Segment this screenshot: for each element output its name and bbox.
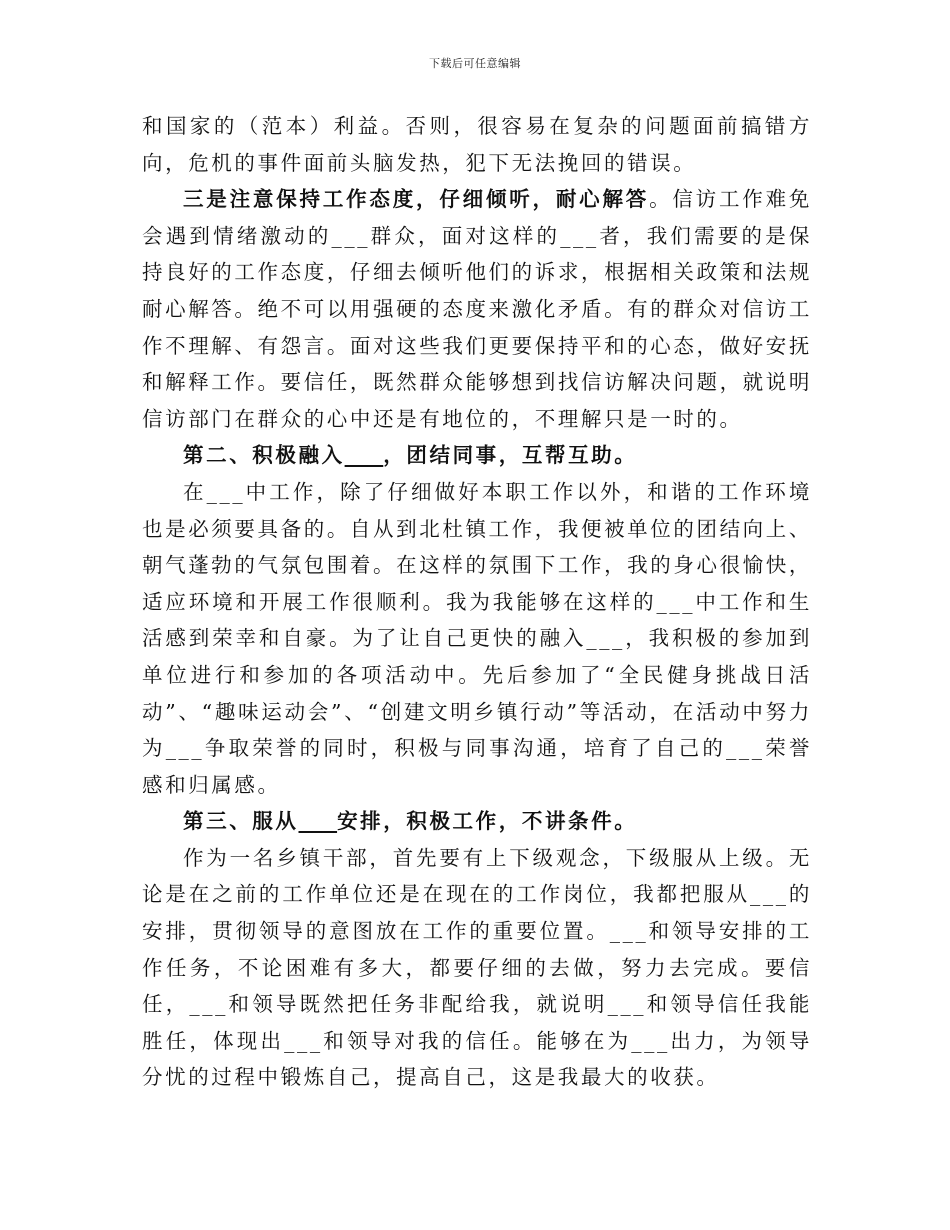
section-heading-3 [142, 803, 812, 840]
heading-blank: ___ [344, 443, 384, 468]
heading-text-before: 第三、服从 [183, 809, 299, 834]
heading-blank: ___ [298, 809, 338, 834]
paragraph-lead-bold: 三是注意保持工作态度，仔细倾听，耐心解答 [183, 187, 650, 212]
heading-text-after: ，团结同事，互帮互助。 [383, 443, 638, 468]
paragraph-continuation: 和国家的（范本）利益。否则，很容易在复杂的问题面前搞错方向，危机的事件面前头脑发热，犯下无法挽回的错误。 [142, 114, 812, 175]
document-body [142, 108, 812, 1096]
heading-text-before: 第二、积极融入 [183, 443, 345, 468]
paragraph-body: 。信访工作难免会遇到情绪激动的___群众，面对这样的___者，我们需要的是保持良好的工作态度，仔细去倾听他们的诉求，根据相关政策和法规耐心解答。绝不可以用强硬的态度来激化矛盾。有的群众对信访工作不理解、有怨言。面对这些我们更要保持平和的心态，做好安抚和解释工作。要信任，既然群众能够想到找信访解决问题，就说明信访部门在群众的心中还是有地位的，不理解只是一时的。 [142, 187, 813, 431]
page-header: 下载后可任意编辑 [429, 57, 521, 70]
paragraph-obedience: 作为一名乡镇干部，首先要有上下级观念，下级服从上级。无论是在之前的工作单位还是在现在的工作岗位，我都把服从___的安排，贯彻领导的意图放在工作的重要位置。___和领导安排的工作任务，不论困难有多大，都要仔细的去做，努力去完成。要信任，___和领导既然把任务非配给我，就说明___和领导信任我能胜任，体现出___和领导对我的信任。能够在为___出力，为领导分忧的过程中锻炼自己，提高自己，这是我最大的收获。 [142, 845, 812, 1090]
paragraph-integration: 在___中工作，除了仔细做好本职工作以外，和谐的工作环境也是必须要具备的。自从到北杜镇工作，我便被单位的团结向上、朝气蓬勃的气氛包围着。在这样的氛围下工作，我的身心很愉快，适应环境和开展工作很顺利。我为我能够在这样的___中工作和生活感到荣幸和自豪。为了让自己更快的融入___，我积极的参加到单位进行和参加的各项活动中。先后参加了“全民健身挑战日活动”、“趣味运动会”、“创建文明乡镇行动”等活动，在活动中努力为___争取荣誉的同时，积极与同事沟通，培育了自己的___荣誉感和归属感。 [142, 479, 812, 797]
paragraph-attitude [142, 181, 812, 437]
section-heading-2 [142, 437, 812, 474]
heading-text-after: 安排，积极工作，不讲条件。 [337, 809, 638, 834]
